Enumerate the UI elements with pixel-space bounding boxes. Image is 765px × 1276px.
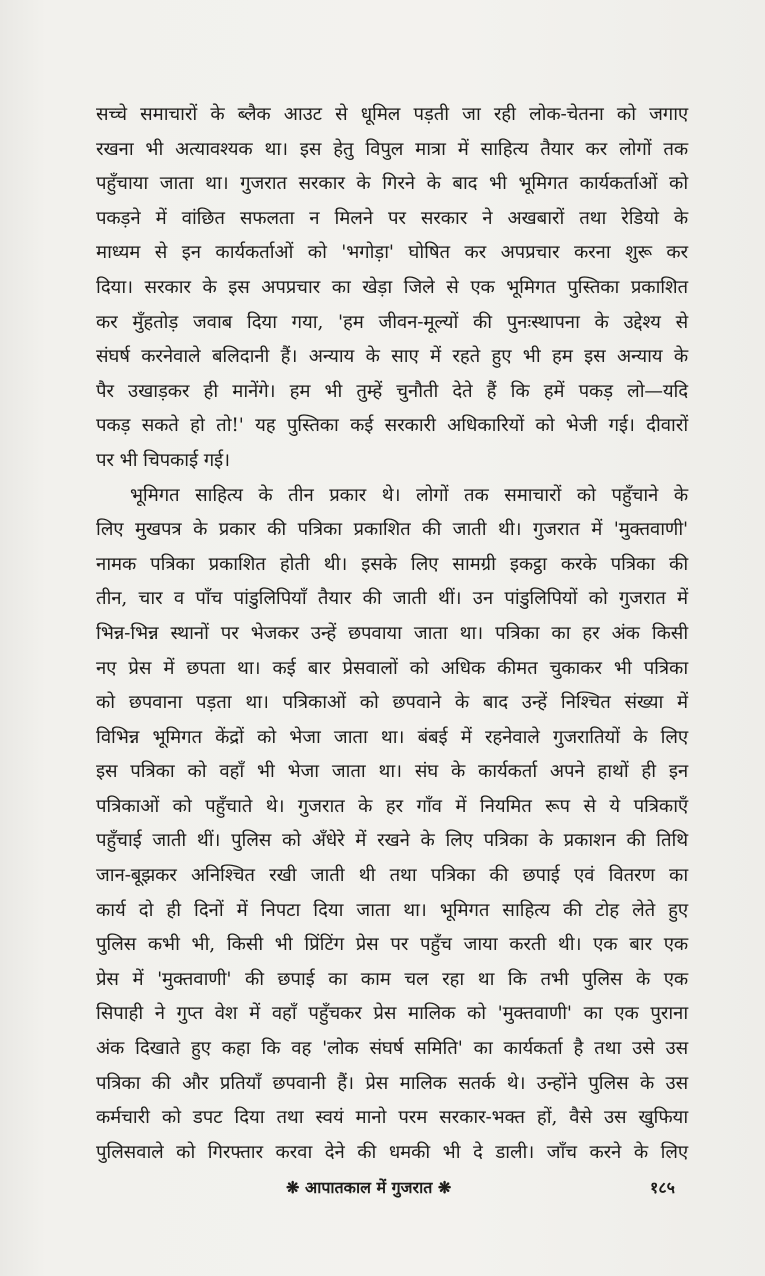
text-line: नामक पत्रिका प्रकाशित होती थी। इसके लिए सामग्री इकट्ठा करके पत्रिका की [96, 553, 688, 575]
text-line: तीन, चार व पाँच पांडुलिपियाँ तैयार की जाती थीं। उन पांडुलिपियों को गुजरात में [96, 588, 688, 610]
text-line: पर भी चिपकाई गई। [96, 449, 230, 471]
text-line: पत्रिकाओं को पहुँचाते थे। गुजरात के हर गाँव में नियमित रूप से ये पत्रिकाएँ [96, 795, 688, 817]
text-line: सच्चे समाचारों के ब्लैक आउट से धूमिल पड़ती जा रही लोक-चेतना को जगाए [96, 104, 688, 125]
text-line: कर्मचारी को डपट दिया तथा स्वयं मानो परम सरकार-भक्त हों, वैसे उस खुफिया [96, 1107, 688, 1129]
text-line: दिया। सरकार के इस अपप्रचार का खेड़ा जिले से एक भूमिगत पुस्तिका प्रकाशित [96, 276, 688, 298]
text-line: भूमिगत साहित्य के तीन प्रकार थे। लोगों तक समाचारों को पहुँचाने के [130, 484, 688, 506]
text-line: पहुँचाया जाता था। गुजरात सरकार के गिरने के बाद भी भूमिगत कार्यकर्ताओं को [96, 173, 688, 195]
text-line: नए प्रेस में छपता था। कई बार प्रेसवालों को अधिक कीमत चुकाकर भी पत्रिका [96, 657, 688, 679]
text-line: जान-बूझकर अनिश्चित रखी जाती थी तथा पत्रिका की छपाई एवं वितरण का [96, 865, 688, 887]
text-line: माध्यम से इन कार्यकर्ताओं को 'भगोड़ा' घोषित कर अपप्रचार करना शुरू कर [96, 242, 688, 264]
text-line: पहुँचाई जाती थीं। पुलिस को अँधेरे में रखने के लिए पत्रिका के प्रकाशन की तिथि [96, 830, 688, 852]
text-line: कर मुँहतोड़ जवाब दिया गया, 'हम जीवन-मूल्यों की पुनःस्थापना के उद्देश्य से [96, 311, 688, 333]
page-number: १८५ [650, 1178, 675, 1197]
text-line: इस पत्रिका को वहाँ भी भेजा जाता था। संघ के कार्यकर्ता अपने हाथों ही इन [96, 761, 688, 783]
text-line: पुलिसवाले को गिरफ्तार करवा देने की धमकी भी दे डाली। जाँच करने के लिए [96, 1141, 688, 1163]
page-footer [0, 1176, 765, 1200]
text-line: संघर्ष करनेवाले बलिदानी हैं। अन्याय के साए में रहते हुए भी हम इस अन्याय के [96, 346, 688, 368]
text-line: पकड़ सकते हो तो!' यह पुस्तिका कई सरकारी अधिकारियों को भेजी गई। दीवारों [96, 415, 688, 437]
text-line: कार्य दो ही दिनों में निपटा दिया जाता था। भूमिगत साहित्य की टोह लेते हुए [96, 899, 688, 921]
text-line: विभिन्न भूमिगत केंद्रों को भेजा जाता था। बंबई में रहनेवाले गुजरातियों के लिए [96, 726, 688, 748]
text-line: भिन्न-भिन्न स्थानों पर भेजकर उन्हें छपवाया जाता था। पत्रिका का हर अंक किसी [96, 622, 688, 644]
text-line: पैर उखाड़कर ही मानेंगे। हम भी तुम्हें चुनौती देते हैं कि हमें पकड़ लो—यदि [96, 380, 688, 402]
paragraph-1 [96, 98, 688, 479]
body-text [96, 98, 688, 1170]
text-line: अंक दिखाते हुए कहा कि वह 'लोक संघर्ष समिति' का कार्यकर्ता है तथा उसे उस [96, 1038, 688, 1060]
text-line: लिए मुखपत्र के प्रकार की पत्रिका प्रकाशित की जाती थी। गुजरात में 'मुक्तवाणी' [96, 519, 688, 541]
text-line: पत्रिका की और प्रतियाँ छपवानी हैं। प्रेस मालिक सतर्क थे। उन्होंने पुलिस के उस [96, 1072, 688, 1094]
text-line: को छपवाना पड़ता था। पत्रिकाओं को छपवाने के बाद उन्हें निश्चित संख्या में [96, 692, 688, 714]
text-line: सिपाही ने गुप्त वेश में वहाँ पहुँचकर प्रेस मालिक को 'मुक्तवाणी' का एक पुराना [96, 1003, 688, 1025]
running-footer-title: ❋ आपातकाल में गुजरात ❋ [286, 1178, 452, 1197]
text-line: पुलिस कभी भी, किसी भी प्रिंटिंग प्रेस पर पहुँच जाया करती थी। एक बार एक [96, 934, 688, 956]
paragraph-2 [96, 479, 688, 1171]
text-line: प्रेस में 'मुक्तवाणी' की छपाई का काम चल रहा था कि तभी पुलिस के एक [96, 968, 688, 990]
text-line: पकड़ने में वांछित सफलता न मिलने पर सरकार ने अखबारों तथा रेडियो के [96, 207, 688, 229]
text-line: रखना भी अत्यावश्यक था। इस हेतु विपुल मात्रा में साहित्य तैयार कर लोगों तक [96, 138, 688, 160]
